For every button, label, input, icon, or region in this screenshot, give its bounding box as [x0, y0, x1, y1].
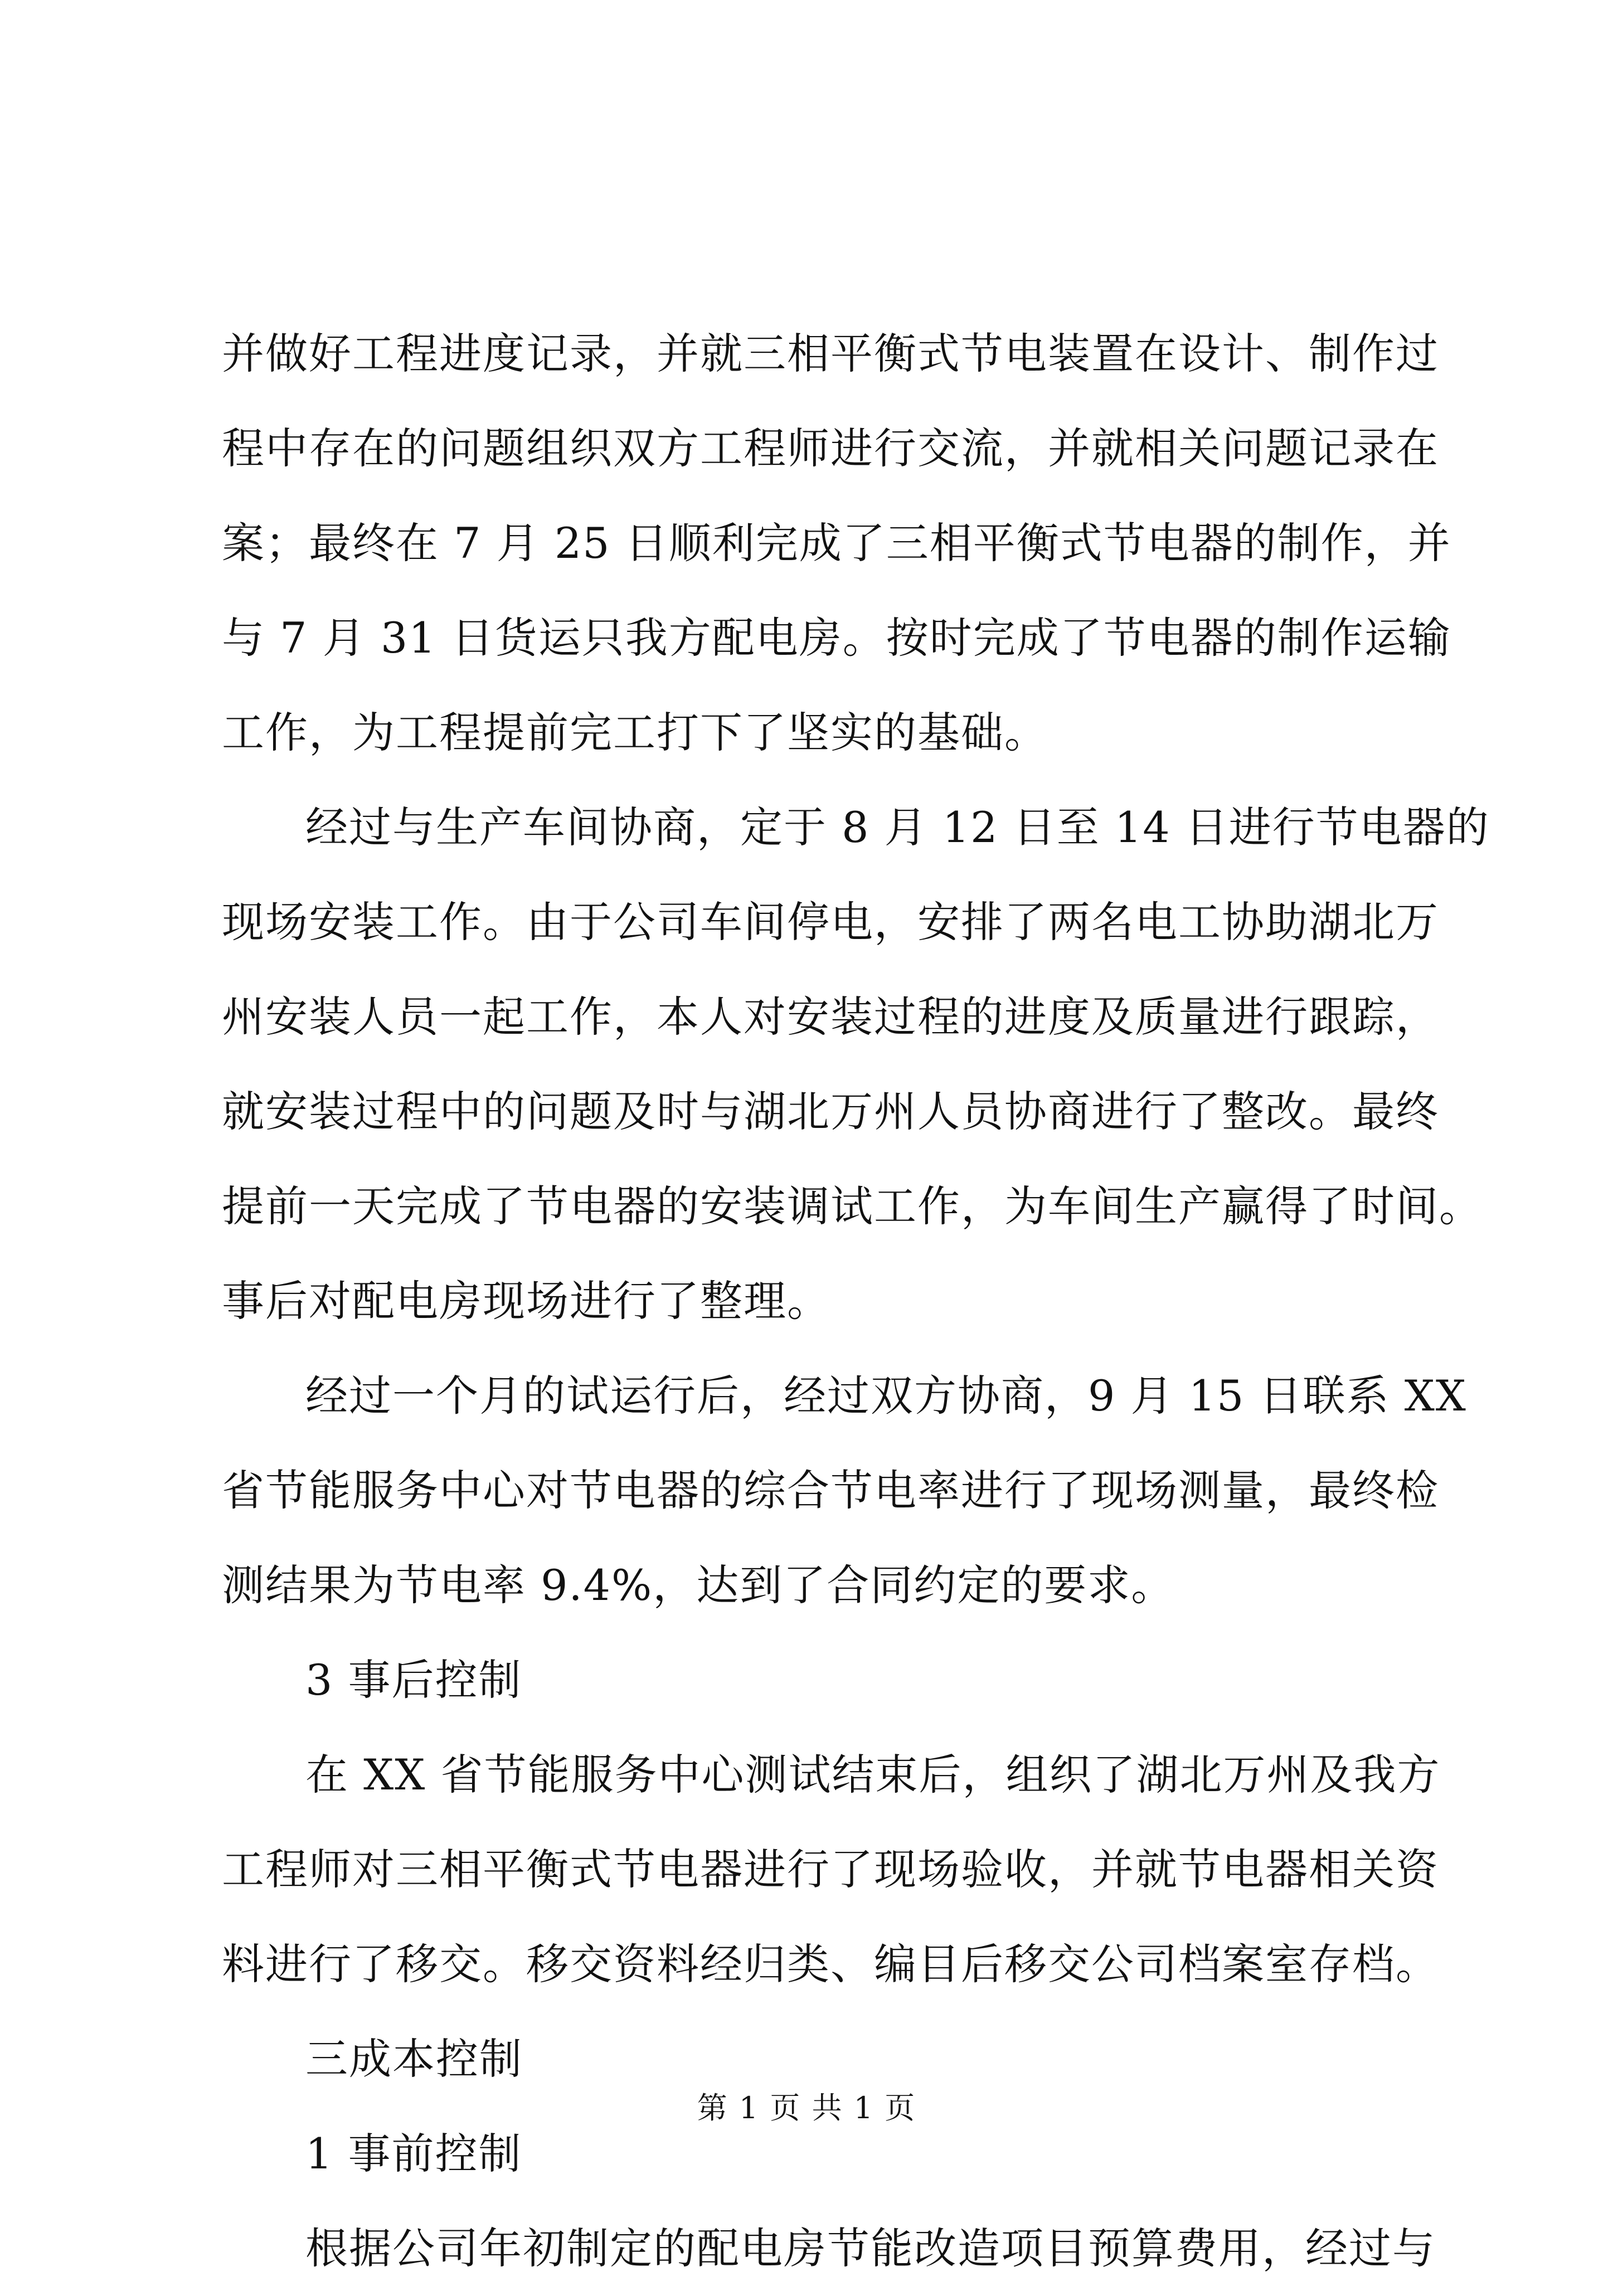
text-line: 工作，为工程提前完工打下了坚实的基础。 [222, 708, 1048, 757]
paragraph-start-line: 在 XX 省节能服务中心测试结束后，组织了湖北万州及我方 [305, 1750, 1441, 1799]
text-line: 料进行了移交。移交资料经归类、编目后移交公司档案室存档。 [222, 1939, 1439, 1989]
text-line: 程中存在的问题组织双方工程师进行交流，并就相关问题记录在 [222, 424, 1439, 473]
paragraph-start-line: 经过一个月的试运行后，经过双方协商，9 月 15 日联系 XX [305, 1371, 1467, 1421]
document-body [222, 307, 1490, 2296]
text-line: 与 7 月 31 日货运只我方配电房。按时完成了节电器的制作运输 [222, 613, 1451, 663]
section-heading: 3 事后控制 [305, 1655, 522, 1705]
text-line: 事后对配电房现场进行了整理。 [222, 1276, 830, 1326]
paragraph-start-line: 经过与生产车间协商，定于 8 月 12 日至 14 日进行节电器的 [305, 802, 1490, 852]
section-heading: 1 事前控制 [305, 2129, 522, 2178]
text-line: 提前一天完成了节电器的安装调试工作，为车间生产赢得了时间。 [222, 1181, 1483, 1231]
text-line: 就安装过程中的问题及时与湖北万州人员协商进行了整改。最终 [222, 1087, 1439, 1136]
text-line: 现场安装工作。由于公司车间停电，安排了两名电工协助湖北万 [222, 897, 1439, 947]
section-heading: 三成本控制 [305, 2034, 523, 2084]
text-line: 省节能服务中心对节电器的综合节电率进行了现场测量，最终检 [222, 1466, 1439, 1515]
text-line: 州安装人员一起工作，本人对安装过程的进度及质量进行跟踪， [222, 992, 1439, 1042]
text-line: 并做好工程进度记录，并就三相平衡式节电装置在设计、制作过 [222, 329, 1439, 378]
page-number-footer: 第 1 页 共 1 页 [697, 2090, 916, 2125]
text-line: 工程师对三相平衡式节电器进行了现场验收，并就节电器相关资 [222, 1845, 1439, 1894]
text-line: 案；最终在 7 月 25 日顺利完成了三相平衡式节电器的制作，并 [222, 518, 1451, 568]
paragraph-start-line: 根据公司年初制定的配电房节能改造项目预算费用，经过与 [305, 2224, 1436, 2273]
text-line: 测结果为节电率 9.4%，达到了合同约定的要求。 [222, 1560, 1175, 1610]
